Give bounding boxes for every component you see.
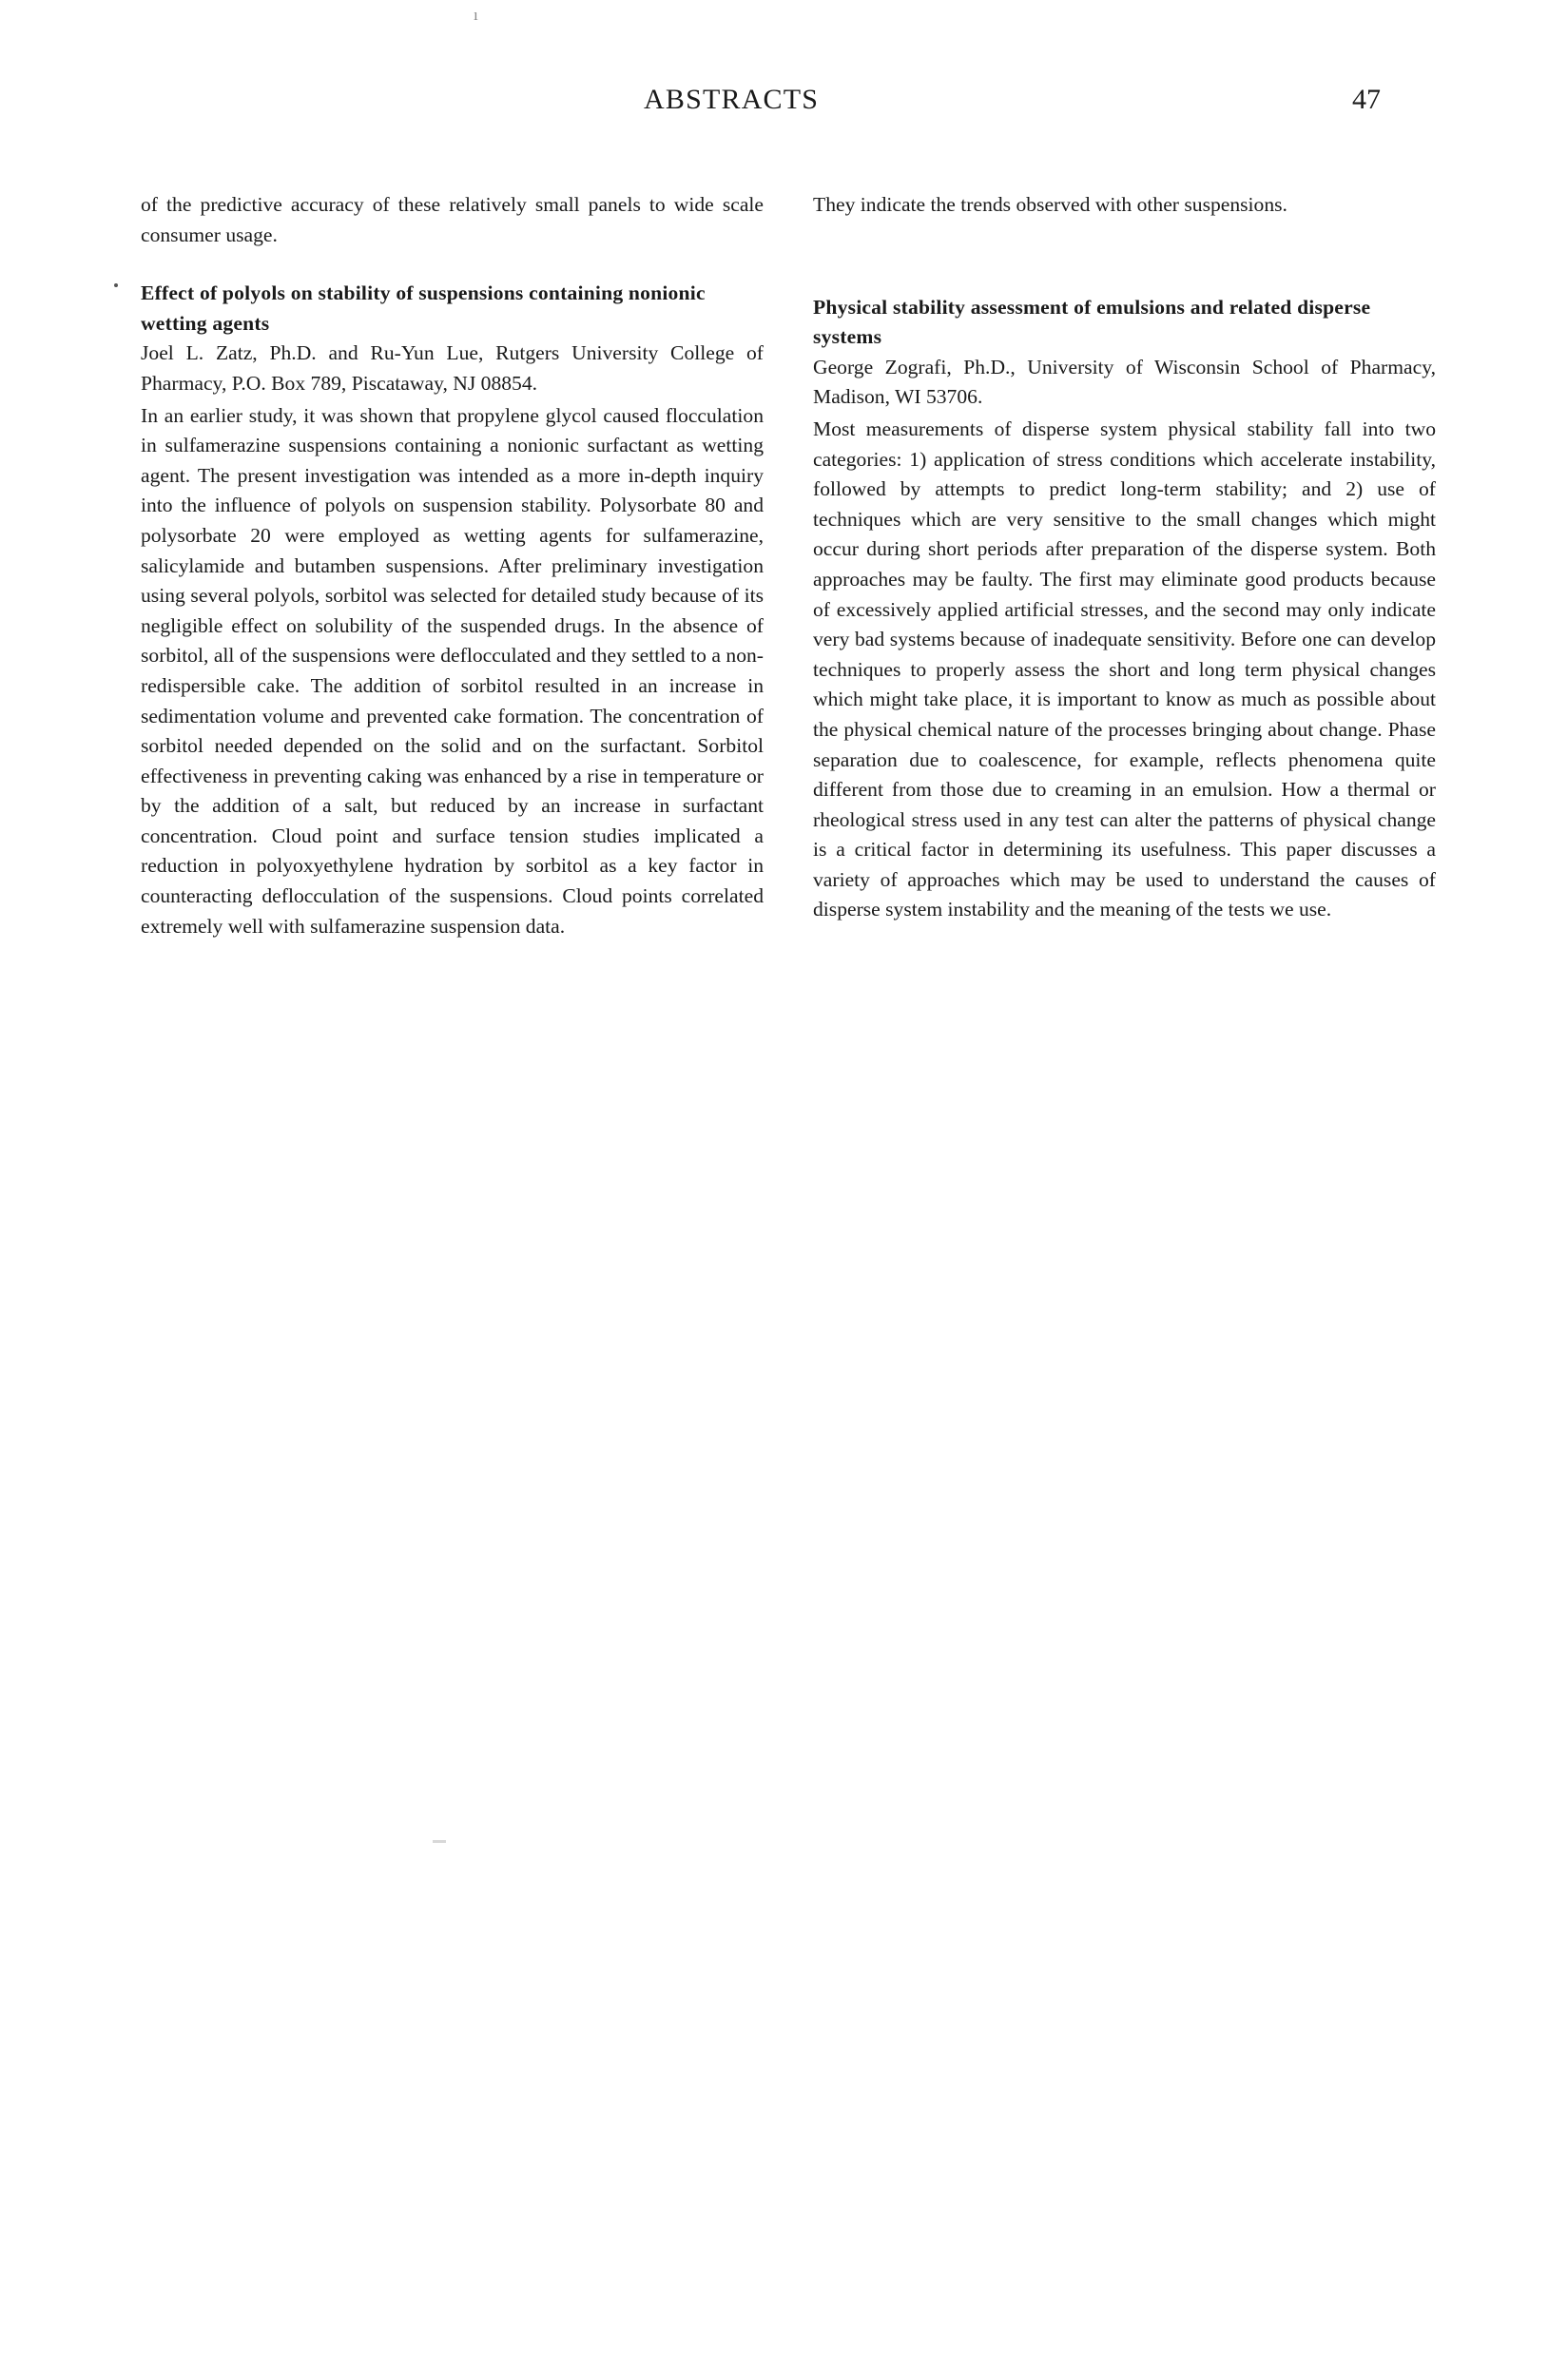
abstract-authors: Joel L. Zatz, Ph.D. and Ru-Yun Lue, Rutgers University College of Pharmacy, P.O. Box 789, Piscataway, NJ 08854. (141, 341, 764, 395)
abstract-authors: George Zografi, Ph.D., University of Wisconsin School of Pharmacy, Madison, WI 53706. (813, 355, 1436, 409)
two-column-body (141, 190, 1436, 941)
page-number: 47 (1352, 84, 1381, 115)
stray-mark-top: ı (474, 6, 478, 24)
right-continued-paragraph: They indicate the trends observed with other suspensions. (813, 193, 1287, 216)
abstract-body: Most measurements of disperse system physical stability fall into two categories: 1) application of stress conditions which accelerate instability, followed by attempts to predict long-term stability; and 2) use of techniques which are very sensitive to the small changes which might occur during short periods after preparation of the disperse system. Both approaches may be faulty. The first may eliminate good products because of excessively applied artificial stresses, and the second may only indicate very bad systems because of inadequate sensitivity. Before one can develop techniques to properly assess the short and long term physical changes which might take place, it is important to know as much as possible about the physical chemical nature of the processes bringing about change. Phase separation due to coalescence, for example, reflects phenomena quite different from those due to creaming in an emulsion. How a thermal or rheological stress used in any test can alter the patterns of physical change is a critical factor in determining its usefulness. This paper discusses a variety of approaches which may be used to understand the causes of disperse system instability and the meaning of the tests we use. (813, 417, 1436, 921)
stray-dot-left-margin (114, 283, 118, 287)
running-head-title: ABSTRACTS (644, 84, 820, 115)
left-column (141, 190, 764, 941)
abstract-body: In an earlier study, it was shown that propylene glycol caused flocculation in sulfamerazine suspensions containing a nonionic surfactant as wetting agent. The present investigation was intended as a more in-depth inquiry into the influence of polyols on suspension stability. Polysorbate 80 and polysorbate 20 were employed as wetting agents for sulfamerazine, salicylamide and butamben suspensions. After preliminary investigation using several polyols, sorbitol was selected for detailed study because of its negligible effect on solubility of the suspended drugs. In the absence of sorbitol, all of the suspensions were deflocculated and they settled to a non-redispersible cake. The addition of sorbitol resulted in an increase in sedimentation volume and prevented cake formation. The concentration of sorbitol needed depended on the solid and on the surfactant. Sorbitol effectiveness in preventing caking was enhanced by a rise in temperature or by the addition of a salt, but reduced by an increase in surfactant concentration. Cloud point and surface tension studies implicated a reduction in polyoxyethylene hydration by sorbitol as a key factor in counteracting deflocculation of the suspensions. Cloud points correlated extremely well with sulfamerazine suspension data. (141, 403, 764, 938)
abstract-physical-stability (813, 293, 1436, 925)
left-continued-paragraph: of the predictive accuracy of these relatively small panels to wide scale consumer usage. (141, 193, 764, 246)
abstract-title: Physical stability assessment of emulsions and related disperse systems (813, 295, 1371, 349)
abstract-title: Effect of polyols on stability of suspensions containing nonionic wetting agents (141, 281, 706, 335)
abstract-polyols (141, 279, 764, 941)
right-column (813, 190, 1436, 941)
stray-speck-lower (433, 1840, 446, 1843)
